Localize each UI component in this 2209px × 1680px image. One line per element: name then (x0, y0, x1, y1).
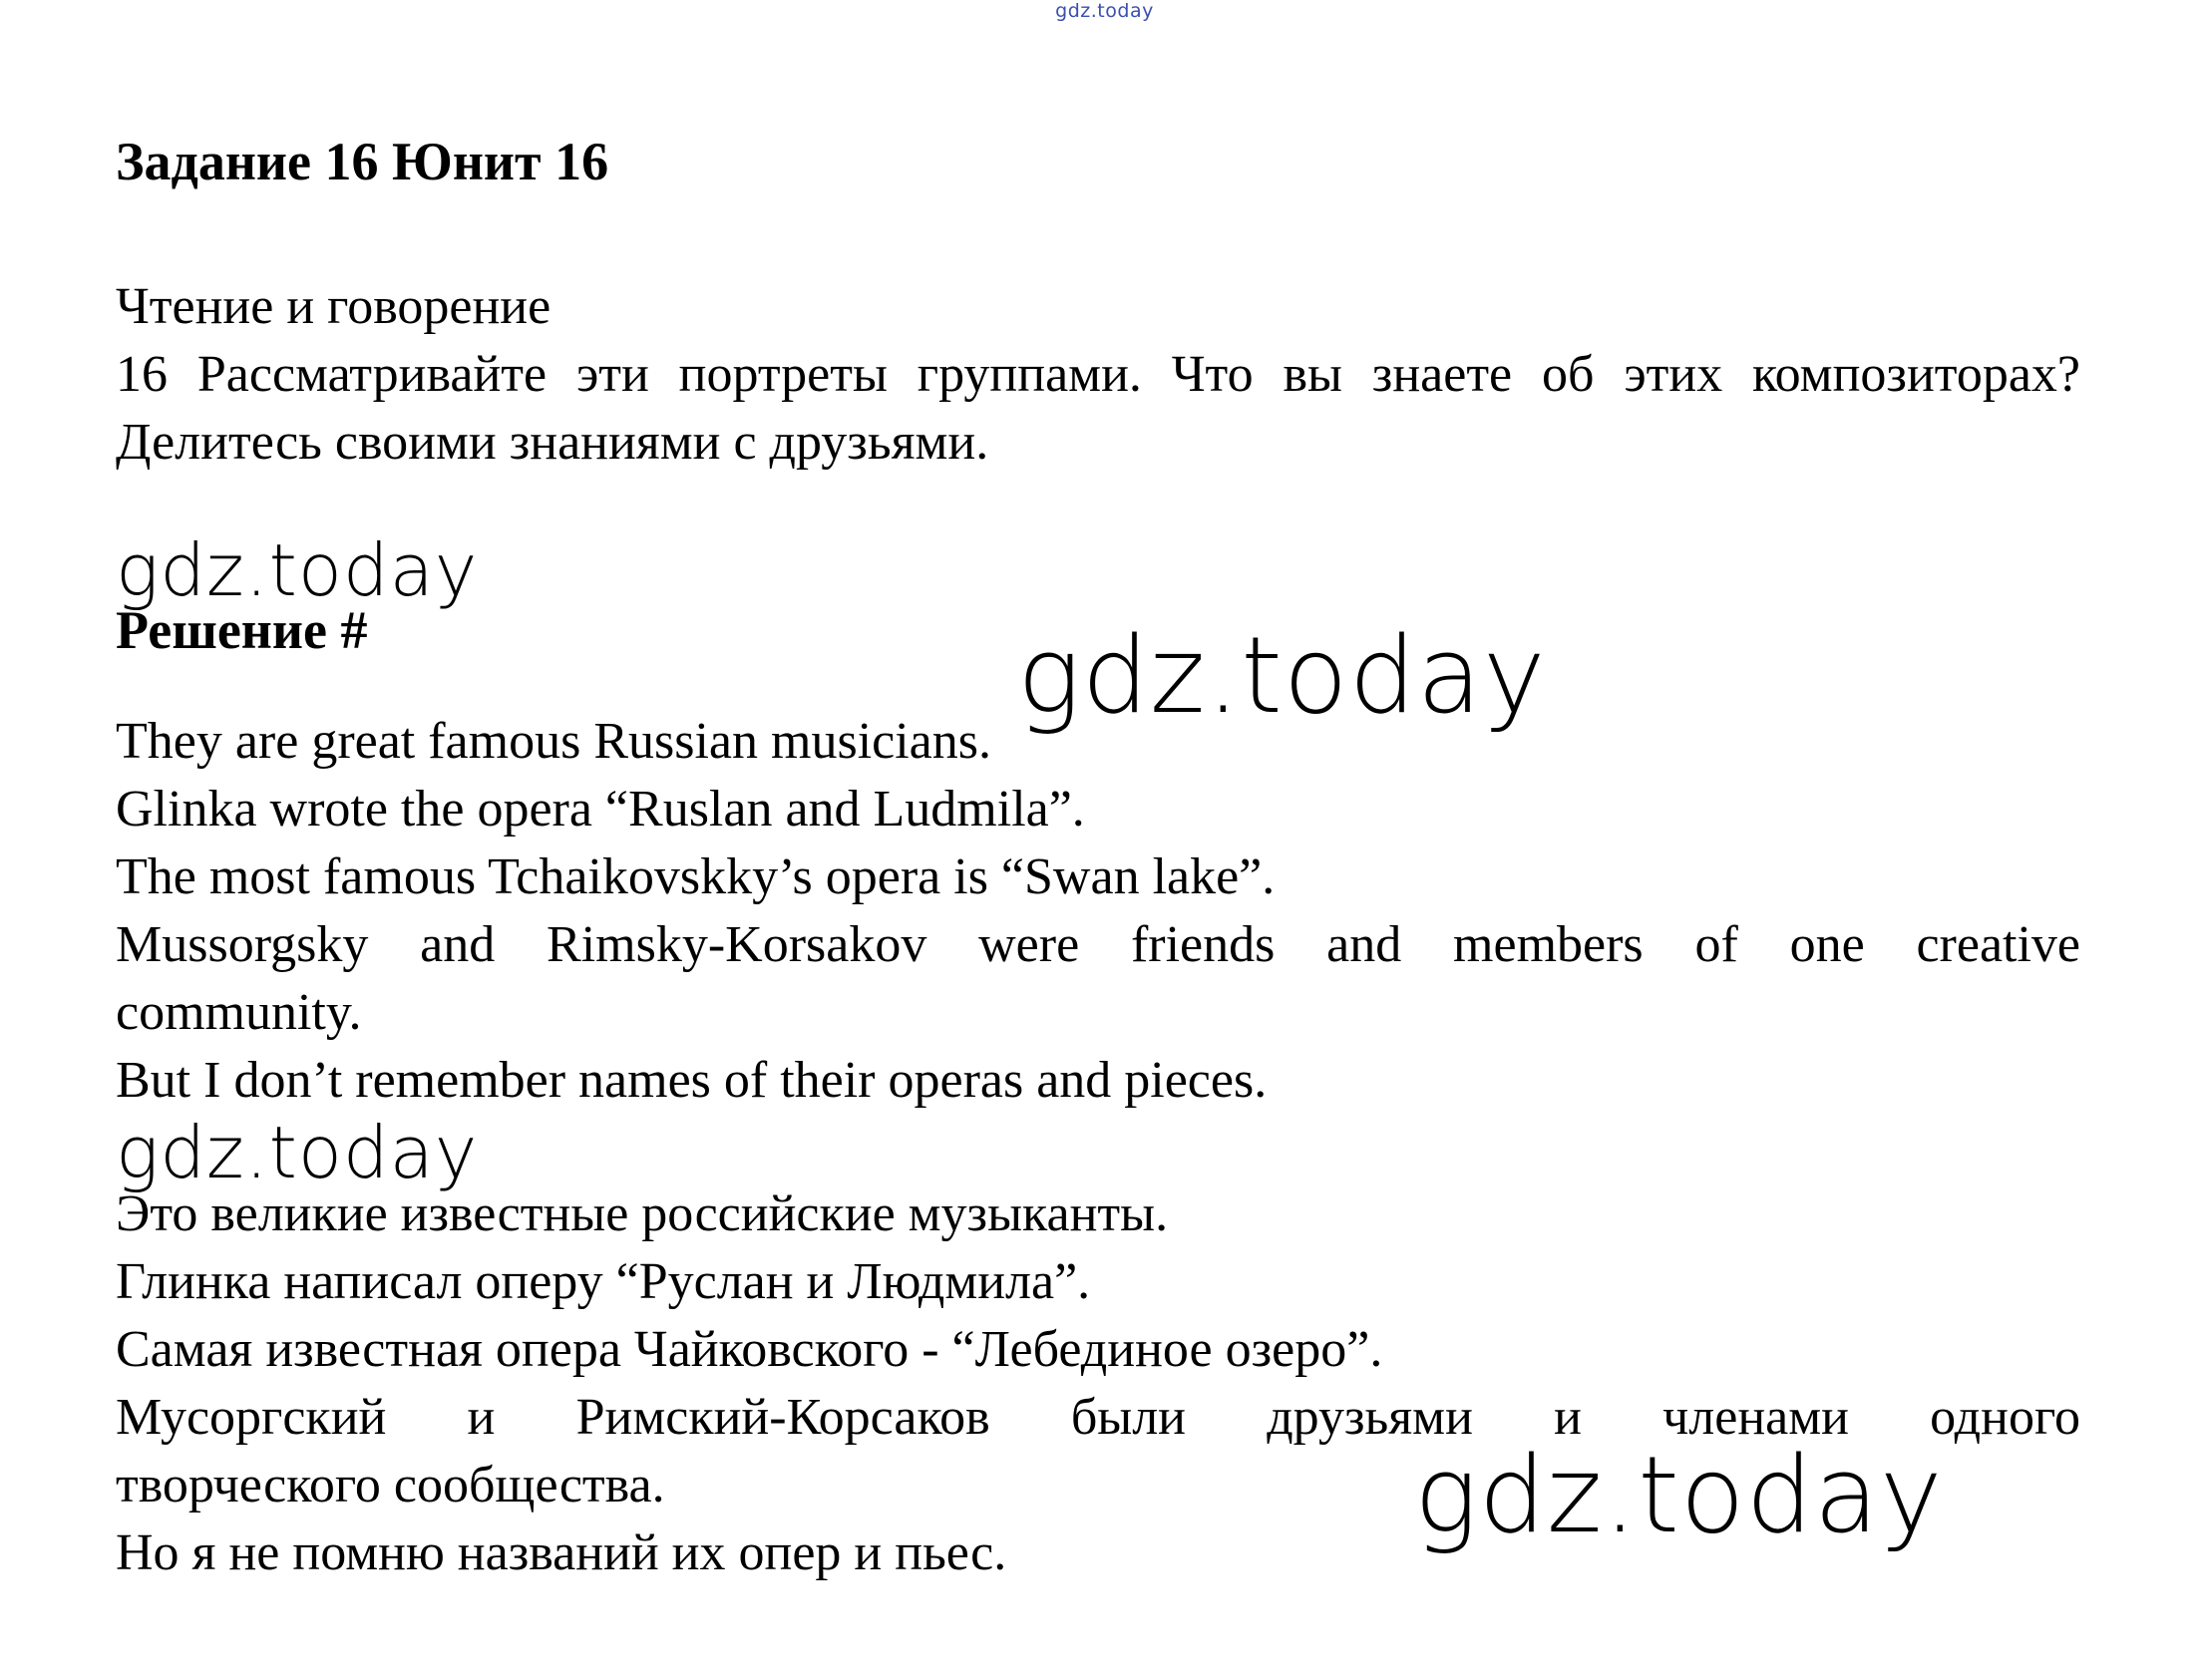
answer-line: Самая известная опера Чайковского - “Лебединое озеро”. (116, 1321, 1383, 1378)
answer-line: Glinka wrote the opera “Ruslan and Ludmila”. (116, 781, 1085, 838)
answer-line: творческого сообщества. (116, 1457, 665, 1513)
watermark-logo: gdz.today (1017, 614, 1547, 737)
answer-line: Но я не помню названий их опер и пьес. (116, 1524, 1007, 1581)
answer-line: Mussorgsky and Rimsky-Korsakov were friends and members of one creative (116, 916, 2080, 973)
top-watermark: gdz.today (1055, 0, 1154, 22)
watermark-logo: gdz.today (116, 528, 479, 612)
answer-line: But I don’t remember names of their operas and pieces. (116, 1052, 1268, 1109)
answer-line: community. (116, 984, 362, 1041)
answer-line: They are great famous Russian musicians. (116, 713, 991, 770)
watermark-logo: gdz.today (1414, 1434, 1944, 1556)
english-answer (116, 708, 2080, 1115)
solution-heading: Решение # (116, 600, 368, 660)
section-heading: Чтение и говорение (116, 278, 552, 335)
answer-line: The most famous Tchaikovskky’s opera is “Swan lake”. (116, 848, 1276, 905)
watermark-logo: gdz.today (116, 1111, 479, 1194)
answer-line: Это великие известные российские музыканты. (116, 1185, 1169, 1242)
answer-line: Глинка написал оперу “Руслан и Людмила”. (116, 1253, 1091, 1310)
task-text: 16 Рассматривайте эти портреты группами. Что вы знаете об этих композиторах? Делитесь своими знаниями с друзьями. (116, 346, 2080, 471)
page-title: Задание 16 Юнит 16 (116, 132, 609, 191)
answer-line: Мусоргский и Римский-Корсаков были друзьями и членами одного (116, 1389, 2080, 1446)
